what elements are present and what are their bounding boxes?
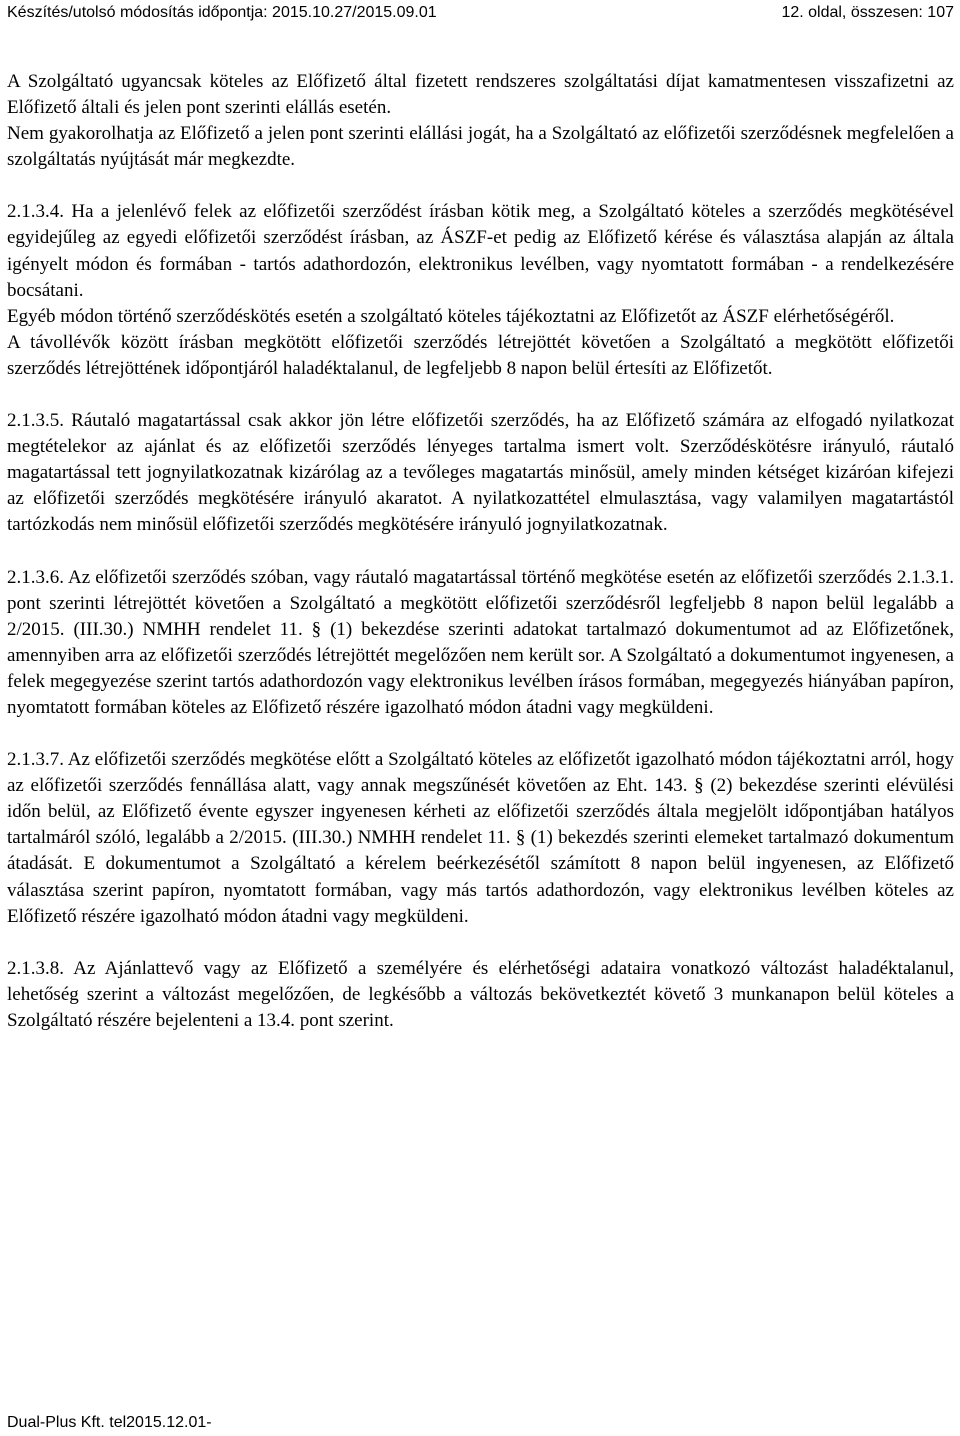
paragraph-2-1-3-5: 2.1.3.5. Ráutaló magatartással csak akkor jön létre előfizetői szerződés, ha az Előfizető számára az elfogadó nyilatkozat megtételekor az ajánlat és az előfizetői szerződés lényeges tartalma ismert volt. Szerződéskötésre irányuló, ráutaló magatartással tett jognyilatkozatnak kizárólag az a tevőleges magatartás minősül, amely minden kétséget kizáróan kifejezi az előfizetői szerződés megkötésére irányuló akaratot. A nyilatkozattétel elmulasztása, vagy valamilyen magatartástól tartózkodás nem minősül előfizetői szerződés megkötésére irányuló jognyilatkozatnak. bbox=[7, 410, 954, 536]
paragraph-withdrawal-exception: Nem gyakorolhatja az Előfizető a jelen pont szerinti elállási jogát, ha a Szolgáltató az előfizetői szerződésnek megfelelően a szolgáltatás nyújtását már megkezdte. bbox=[7, 123, 954, 171]
paragraph-2-1-3-4: 2.1.3.4. Ha a jelenlévő felek az előfizetői szerződést írásban kötik meg, a Szolgáltató köteles a szerződés megkötésével egyidejűleg az egyedi előfizetői szerződést írásban, az ÁSZF-et pedig az Előfizető kérése és választása alapján az általa igényelt módon és formában - tartós adathordozón, elektronikus levélben, vagy nyomtatott formában - a rendelkezésére bocsátani. bbox=[7, 201, 954, 301]
paragraph-refund: A Szolgáltató ugyancsak köteles az Előfizető által fizetett rendszeres szolgáltatási díjat kamatmentesen visszafizetni az Előfizető általi és jelen pont szerinti elállás esetén. bbox=[7, 71, 954, 119]
paragraph-other-contract: Egyéb módon történő szerződéskötés esetén a szolgáltató köteles tájékoztatni az Előfizetőt az ÁSZF elérhetőségéről. bbox=[7, 305, 895, 327]
paragraph-2-1-3-7: 2.1.3.7. Az előfizetői szerződés megkötése előtt a Szolgáltató köteles az előfizetőt igazolható módon tájékoztatni arról, hogy az előfizetői szerződés fennállása alatt, vagy annak megszűnését követően az Eht. 143. § (2) bekezdése szerinti elévülési időn belül, az Előfizető évente egyszer ingyenesen kérheti az előfizetői szerződés általa megjelölt időpontjában hatályos tartalmáról szóló, legalább a 2/2015. (III.30.) NMHH rendelet 11. § (1) bekezdés szerinti elemeket tartalmazó dokumentum átadását. E dokumentumot a Szolgáltató a kérelem beérkezésétől számított 8 napon belül ingyenesen, az Előfizető választása szerint papíron, nyomtatott formában, vagy más tartós adathordozón, vagy elektronikus levélben köteles az Előfizető részére igazolható módon átadni vagy megküldeni. bbox=[7, 749, 954, 927]
paragraph-2-1-3-8: 2.1.3.8. Az Ajánlattevő vagy az Előfizető a személyére és elérhetőségi adataira vonatkozó változást haladéktalanul, lehetőség szerint a változást megelőzően, de legkésőbb a változás bekövetkeztét követő 3 munkanapon belül köteles a Szolgáltató részére bejelenteni a 13.4. pont szerint. bbox=[7, 957, 954, 1031]
paragraph-distance-contract: A távollévők között írásban megkötött előfizetői szerződés létrejöttét követően a Szolgáltató a megkötött előfizetői szerződés létrejöttének időpontjáról haladéktalanul, de legfeljebb 8 napon belül értesíti az Előfizetőt. bbox=[7, 331, 954, 379]
page-header bbox=[7, 0, 954, 26]
paragraph-2-1-3-6: 2.1.3.6. Az előfizetői szerződés szóban, vagy ráutaló magatartással történő megkötése esetén az előfizetői szerződés 2.1.3.1. pont szerinti létrejöttét követően a Szolgáltató a megkötött előfizetői szerződésről legfeljebb 8 napon belül legalább a 2/2015. (III.30.) NMHH rendelet 11. § (1) bekezdése szerinti adatokat tartalmazó dokumentumot ad az Előfizetőnek, amennyiben arra az előfizetői szerződés létrejöttét megelőzően nem került sor. A Szolgáltató a dokumentumot ingyenesen, a felek megegyezése szerint tartós adathordozón vagy elektronikus levélben írásos formában, megegyezés hiányában papíron, nyomtatott formában köteles az Előfizető részére igazolható módon átadni vagy megküldeni. bbox=[7, 566, 954, 718]
header-timestamp: Készítés/utolsó módosítás időpontja: 2015.10.27/2015.09.01 bbox=[7, 4, 437, 21]
document-body bbox=[7, 69, 954, 1034]
page-footer: Dual-Plus Kft. tel2015.12.01- bbox=[7, 1414, 212, 1431]
header-page-number: 12. oldal, összesen: 107 bbox=[781, 4, 954, 21]
